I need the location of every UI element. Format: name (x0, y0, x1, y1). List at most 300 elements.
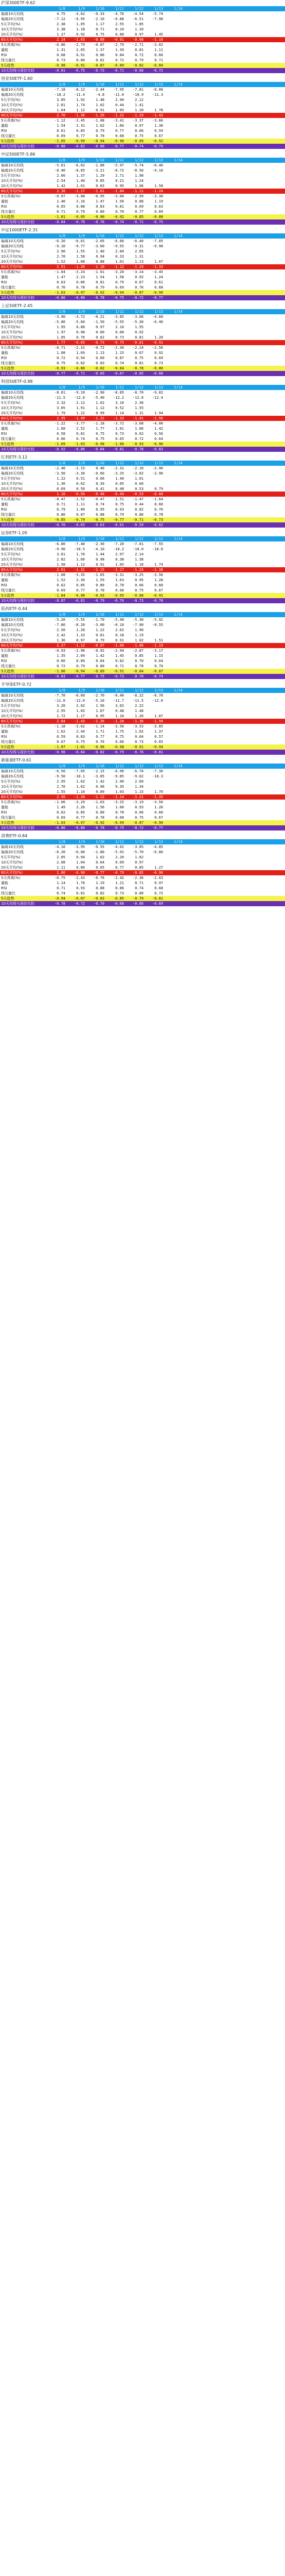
metric-value: -3.85 (132, 845, 144, 849)
metric-value: -1.00 (54, 669, 65, 673)
metric-value: 3.20 (57, 704, 65, 708)
header-date: 1/8 (59, 234, 65, 238)
metric-value: 1.81 (115, 427, 124, 431)
metric-value: 2.05 (76, 48, 85, 52)
metric-label: 线交量比 (1, 588, 15, 592)
metric-row (0, 784, 285, 789)
metric-label: 偏离20天均线 (1, 850, 24, 854)
metric-value: 1.01 (76, 184, 85, 188)
metric-value: 1.03 (115, 790, 124, 794)
metric-value: -0.56 (74, 492, 85, 496)
metric-row (0, 703, 285, 708)
metric-value: 2.55 (115, 22, 124, 26)
metric-value: 0.38 (115, 557, 124, 562)
metric-value: -5.55 (74, 618, 85, 622)
metric-value: 1.10 (115, 714, 124, 718)
metric-value: -6.70 (132, 769, 144, 773)
metric-value: -2.87 (132, 649, 144, 653)
metric-value: -4.76 (113, 12, 124, 16)
metric-label: 60天平均(%) (1, 871, 23, 875)
metric-value: -0.77 (54, 371, 65, 376)
metric-value: -8.22 (132, 693, 144, 698)
metric-value: 0.75 (96, 432, 104, 436)
metric-value: 0.51 (76, 477, 85, 481)
metric-value: -5.74 (152, 12, 163, 16)
metric-value: -3.19 (132, 800, 144, 804)
metric-value: 1.62 (76, 779, 85, 784)
metric-value: -0.78 (74, 220, 85, 224)
metric-value: 0.75 (115, 502, 124, 506)
metric-row (0, 63, 285, 68)
metric-value: 0.81 (76, 432, 85, 436)
metric-value: -0.87 (93, 43, 104, 47)
metric-value: 1.55 (76, 249, 85, 253)
metric-value: 1.41 (135, 103, 144, 107)
metric-value: -0.89 (113, 63, 124, 67)
metric-value: 0.66 (135, 129, 144, 133)
metric-value: 0.77 (76, 588, 85, 592)
metric-value: -0.68 (132, 69, 144, 73)
metric-value: -0.77 (152, 826, 163, 830)
metric-value: 0.82 (96, 891, 104, 895)
metric-value: -2.96 (74, 649, 85, 653)
metric-value: -10.9 (132, 93, 144, 97)
metric-value: 0.71 (115, 664, 124, 668)
metric-label: 10天均线与现价比较 (1, 674, 34, 679)
metric-value: -3.08 (74, 194, 85, 198)
metric-value: -0.86 (74, 366, 85, 370)
metric-value: -0.98 (54, 63, 65, 67)
metric-row (0, 664, 285, 669)
metric-label: 5天趋势 (1, 291, 14, 295)
metric-value: -0.69 (93, 371, 104, 376)
metric-label: 5天平均(%) (1, 325, 21, 329)
metric-value: -1.28 (113, 719, 124, 723)
metric-value: 0.97 (154, 881, 163, 885)
metric-row (0, 739, 285, 744)
metric-label: 10天均线与现价比较 (1, 902, 34, 906)
metric-value: -0.75 (54, 876, 65, 880)
metric-value: 1.02 (135, 638, 144, 642)
metric-label: 线交量比 (1, 361, 15, 365)
metric-value: -1.29 (132, 113, 144, 117)
metric-value: 2.84 (115, 249, 124, 253)
metric-value: 0.68 (154, 285, 163, 290)
metric-value: -8.72 (113, 168, 124, 173)
metric-value: 1.20 (135, 108, 144, 112)
metric-label: 10天均线与现价比较 (1, 220, 34, 224)
header-date: 1/10 (96, 310, 104, 314)
metric-value: -6.00 (74, 850, 85, 854)
metric-row (0, 53, 285, 58)
metric-value: 4.75 (57, 12, 65, 16)
metric-value: 1.21 (115, 881, 124, 885)
metric-value: 2.16 (76, 199, 85, 204)
etf-block (0, 303, 285, 379)
metric-row (0, 249, 285, 254)
metric-label: 10天平均(%) (1, 709, 23, 713)
metric-value: -4.02 (113, 845, 124, 849)
metric-value: 3.01 (57, 552, 65, 556)
metric-row (0, 588, 285, 593)
metric-value: 1.07 (96, 709, 104, 713)
metric-value: -0.73 (152, 518, 163, 522)
metric-label: 10天平均(%) (1, 482, 23, 486)
metric-value: 0.71 (57, 502, 65, 506)
metric-value: 0.60 (96, 330, 104, 334)
metric-value: -2.71 (132, 43, 144, 47)
metric-value: -0.77 (113, 518, 124, 522)
metric-value: 1.66 (115, 124, 124, 128)
metric-label: 偏离20天均线 (1, 547, 24, 551)
metric-row (0, 719, 285, 724)
etf-block (0, 833, 285, 909)
metric-value: 0.94 (96, 255, 104, 259)
header-date: 1/14 (174, 82, 183, 87)
metric-label: 偏离10天均线 (1, 88, 24, 92)
metric-row (0, 567, 285, 572)
metric-row (0, 319, 285, 325)
metric-label: 10天平均(%) (1, 103, 23, 107)
metric-value: -3.66 (132, 315, 144, 319)
metric-value: -2.90 (93, 391, 104, 395)
metric-value: -0.75 (113, 296, 124, 300)
metric-value: 1.14 (57, 881, 65, 885)
metric-value: 0.97 (135, 860, 144, 865)
metric-value: -3.72 (74, 315, 85, 319)
header-date: 1/13 (154, 82, 163, 87)
metric-value: 0.69 (57, 487, 65, 491)
metric-value: -0.97 (93, 643, 104, 648)
metric-row (0, 779, 285, 784)
metric-value: -3.50 (152, 800, 163, 804)
metric-value: -0.62 (152, 523, 163, 527)
metric-value: -3.25 (113, 471, 124, 476)
metric-value: -0.98 (132, 38, 144, 42)
metric-label: 偏离10天均线 (1, 391, 24, 395)
metric-value: 0.69 (135, 205, 144, 209)
metric-value: 1.56 (96, 704, 104, 708)
header-date: 1/13 (154, 613, 163, 617)
metric-value: 0.94 (76, 855, 85, 859)
metric-value: 0.79 (96, 285, 104, 290)
metric-value: 2.23 (76, 275, 85, 279)
metric-value: 0.40 (96, 466, 104, 470)
metric-label: 偏离10天均线 (1, 12, 24, 16)
metric-value: 0.81 (135, 335, 144, 340)
metric-row (0, 492, 285, 497)
metric-value: -3.21 (93, 168, 104, 173)
metric-value: 0.68 (115, 816, 124, 820)
metric-value: 0.70 (154, 664, 163, 668)
metric-label: 5天趋势 (1, 896, 14, 901)
metric-value: -0.87 (93, 63, 104, 67)
metric-row (0, 886, 285, 891)
metric-value: -0.91 (74, 63, 85, 67)
metric-value: -0.60 (93, 471, 104, 476)
metric-value: 1.55 (135, 406, 144, 410)
metric-value: 1.87 (154, 714, 163, 718)
metric-value: 1.22 (96, 628, 104, 632)
metric-value: 0.44 (115, 103, 124, 107)
metric-value: -3.06 (113, 194, 124, 198)
metric-value: 0.78 (115, 583, 124, 587)
metric-value: -0.82 (132, 63, 144, 67)
metric-row (0, 345, 285, 350)
header-date: 1/10 (96, 613, 104, 617)
metric-value: 1.11 (154, 48, 163, 52)
metric-label: 10天平均(%) (1, 255, 23, 259)
header-date: 1/8 (59, 461, 65, 465)
metric-label: 10天均线与现价比较 (1, 750, 34, 754)
metric-value: 0.85 (135, 866, 144, 870)
header-date: 1/11 (115, 764, 124, 768)
metric-value: 0.65 (154, 740, 163, 744)
metric-row (0, 769, 285, 774)
metric-value: -10.5 (74, 547, 85, 551)
metric-label: 5天乖离(%) (1, 43, 21, 47)
metric-value: -0.94 (74, 669, 85, 673)
metric-row (0, 825, 285, 831)
metric-value: -3.30 (152, 194, 163, 198)
metric-value: 0.83 (96, 361, 104, 365)
metric-value: 1.42 (96, 779, 104, 784)
metric-value: -0.86 (74, 447, 85, 451)
metric-value: -3.45 (152, 270, 163, 274)
metric-value: -0.65 (74, 523, 85, 527)
metric-value: 0.88 (96, 513, 104, 517)
metric-value: -3.60 (93, 244, 104, 248)
metric-value: -2.50 (152, 346, 163, 350)
metric-value: -6.20 (54, 239, 65, 243)
metric-row (0, 724, 285, 729)
metric-value: 0.82 (76, 361, 85, 365)
metric-value: -0.94 (54, 896, 65, 901)
metric-value: 0.79 (76, 210, 85, 214)
metric-value: -1.12 (54, 118, 65, 123)
metric-value: 1.24 (135, 179, 144, 183)
metric-value: -8.10 (113, 623, 124, 627)
metric-label: 线交量比 (1, 285, 15, 290)
metric-value: -6.66 (113, 239, 124, 243)
metric-value: -0.97 (74, 821, 85, 825)
metric-value: -5.92 (113, 850, 124, 854)
metric-label: 10天均线与现价比较 (1, 599, 34, 603)
metric-value: -0.92 (113, 215, 124, 219)
metric-value: 1.15 (154, 654, 163, 658)
metric-row (0, 517, 285, 522)
header-date: 1/14 (174, 840, 183, 844)
block-title: 新能源ETF-0.61 (1, 758, 32, 762)
metric-row (0, 805, 285, 810)
metric-label: 10天均线与现价比较 (1, 523, 34, 527)
metric-label: 线交量比 (1, 210, 15, 214)
metric-value: 2.27 (57, 643, 65, 648)
metric-value: -1.22 (54, 421, 65, 426)
metric-value: 2.30 (76, 578, 85, 582)
header-date: 1/8 (59, 840, 65, 844)
metric-label: 偏离10天均线 (1, 693, 24, 698)
metric-row (0, 178, 285, 183)
report-root (0, 0, 285, 909)
metric-value: 1.79 (57, 411, 65, 415)
metric-value: 2.38 (57, 189, 65, 193)
metric-value: -1.33 (152, 265, 163, 269)
date-header-row (0, 839, 285, 844)
metric-row (0, 486, 285, 492)
header-date: 1/9 (78, 310, 85, 314)
metric-row (0, 340, 285, 345)
metric-label: 5天乖离(%) (1, 346, 21, 350)
metric-value: 0.92 (135, 330, 144, 334)
metric-value: -0.87 (54, 599, 65, 603)
metric-row (0, 497, 285, 502)
metric-row (0, 658, 285, 664)
metric-label: 60天平均(%) (1, 492, 23, 496)
metric-row (0, 794, 285, 800)
metric-value: 2.82 (57, 557, 65, 562)
metric-value: 0.62 (57, 583, 65, 587)
metric-value: 1.13 (135, 260, 144, 264)
metric-value: 0.08 (115, 330, 124, 334)
header-date: 1/11 (115, 310, 124, 314)
metric-value: 0.73 (115, 335, 124, 340)
metric-value: -0.70 (54, 523, 65, 527)
metric-value: -1.07 (54, 745, 65, 749)
metric-label: RSI (1, 810, 7, 815)
metric-row (0, 815, 285, 820)
metric-value: -2.05 (93, 239, 104, 243)
metric-value: -4.10 (54, 845, 65, 849)
metric-row (0, 638, 285, 643)
header-date: 1/12 (135, 234, 144, 238)
metric-value: -1.50 (93, 320, 104, 324)
metric-row (0, 113, 285, 118)
metric-value: -0.98 (74, 594, 85, 598)
metric-row (0, 447, 285, 452)
metric-value: 0.91 (96, 563, 104, 567)
header-date: 1/10 (96, 461, 104, 465)
metric-value: -1.33 (113, 416, 124, 420)
header-label (0, 764, 47, 769)
header-date: 1/8 (59, 385, 65, 389)
metric-value: 0.18 (115, 633, 124, 637)
metric-value: 1.90 (135, 628, 144, 632)
metric-value: -3.35 (74, 573, 85, 577)
metric-value: -5.80 (54, 320, 65, 324)
metric-value: 0.86 (115, 886, 124, 890)
metric-value: -1.28 (74, 795, 85, 799)
metric-row (0, 133, 285, 139)
metric-row (0, 254, 285, 259)
metric-value: -0.90 (152, 291, 163, 295)
block-title: 红利ETF-3.12 (1, 455, 28, 460)
metric-value: -2.30 (93, 542, 104, 546)
metric-row (0, 855, 285, 860)
metric-value: 2.56 (57, 795, 65, 799)
metric-value: -9.10 (54, 244, 65, 248)
header-date: 1/13 (154, 461, 163, 465)
header-date: 1/12 (135, 385, 144, 389)
metric-row (0, 698, 285, 703)
metric-value: -9.10 (152, 168, 163, 173)
metric-value: -0.80 (74, 826, 85, 830)
header-date: 1/9 (78, 461, 85, 465)
metric-value: 1.95 (57, 325, 65, 329)
metric-value: 1.50 (115, 199, 124, 204)
metric-value: 1.02 (135, 730, 144, 734)
metric-value: -0.78 (152, 599, 163, 603)
metric-value: 1.37 (76, 174, 85, 178)
metric-value: -1.70 (93, 618, 104, 622)
metric-value: -4.54 (132, 12, 144, 16)
metric-value: -0.73 (113, 674, 124, 679)
metric-value: -1.00 (113, 442, 124, 446)
header-date: 1/14 (174, 613, 183, 617)
metric-value: 3.05 (57, 406, 65, 410)
metric-value: 0.67 (135, 280, 144, 284)
metric-value: -0.86 (54, 826, 65, 830)
metric-value: -3.02 (152, 43, 163, 47)
metric-row (0, 552, 285, 557)
header-date: 1/13 (154, 310, 163, 314)
header-date: 1/12 (135, 537, 144, 541)
metric-value: -12.0 (152, 699, 163, 703)
metric-label: 偏离10天均线 (1, 163, 24, 167)
metric-label: 5天平均(%) (1, 855, 21, 859)
metric-value: 1.72 (57, 714, 65, 718)
metric-value: -0.73 (93, 341, 104, 345)
metric-row (0, 350, 285, 355)
metric-value (145, 633, 165, 638)
metric-label: 5天乖离(%) (1, 497, 21, 501)
metric-value: -0.74 (152, 674, 163, 679)
metric-value: 1.17 (96, 22, 104, 26)
metric-value: -1.12 (93, 795, 104, 799)
header-date: 1/14 (174, 764, 183, 768)
metric-label: RSI (1, 432, 7, 436)
metric-value: -8.40 (54, 168, 65, 173)
metric-value: -1.26 (74, 265, 85, 269)
metric-value: 1.39 (115, 48, 124, 52)
etf-block (0, 530, 285, 606)
metric-value: -2.15 (74, 466, 85, 470)
metric-value: 0.64 (135, 735, 144, 739)
metric-row (0, 593, 285, 598)
metric-value: 0.63 (154, 205, 163, 209)
metric-row (0, 421, 285, 426)
header-date: 1/10 (96, 840, 104, 844)
metric-value: -1.04 (113, 189, 124, 193)
metric-value: 0.97 (135, 32, 144, 37)
metric-value (145, 405, 165, 411)
metric-value: -3.77 (74, 421, 85, 426)
metric-value: 1.33 (76, 633, 85, 637)
metric-value: -11.5 (54, 396, 65, 400)
metric-row (0, 820, 285, 825)
metric-value: 1.12 (96, 406, 104, 410)
header-date: 1/8 (59, 613, 65, 617)
metric-value: -1.10 (93, 265, 104, 269)
metric-row (0, 22, 285, 27)
metric-value: 0.76 (154, 507, 163, 512)
block-title: 中证1000ETF-2.31 (1, 228, 38, 232)
metric-label: 60天平均(%) (1, 416, 23, 420)
metric-value: 0.79 (76, 664, 85, 668)
metric-value: 0.95 (135, 578, 144, 582)
metric-label: 偏离10天均线 (1, 769, 24, 773)
metric-value: 3.10 (115, 401, 124, 405)
